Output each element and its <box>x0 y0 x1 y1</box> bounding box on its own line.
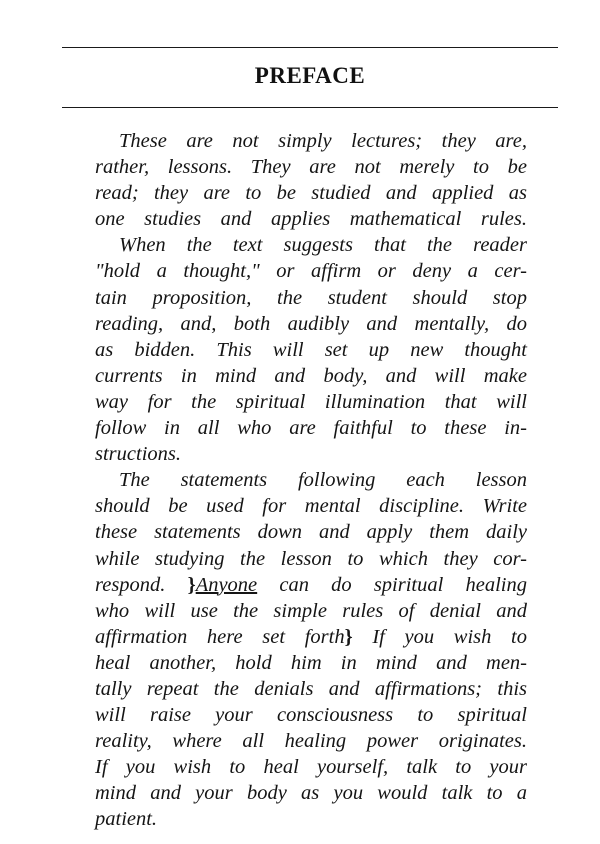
paragraph-3-marked-line-close <box>95 624 527 650</box>
paragraph-3-line: tally repeat the denials and affirmations; this <box>95 677 527 700</box>
paragraph-2-line: follow in all who are faithful to these in- <box>95 417 527 440</box>
paragraph-3-line: heal another, hold him in mind and men- <box>95 651 527 674</box>
paragraph-1-line: read; they are to be studied and applied as <box>95 182 527 205</box>
marked-line-before: affirmation here set forth <box>95 625 345 648</box>
paragraph-3-line: who will use the simple rules of denial and <box>95 599 527 622</box>
paragraph-2-line: currents in mind and body, and will make <box>95 364 527 387</box>
paragraph-3-line: while studying the lesson to which they cor- <box>95 547 527 570</box>
preface-body <box>95 128 527 833</box>
paragraph-1-line: These are not simply lectures; they are, <box>119 130 527 152</box>
paragraph-2-line: structions. <box>95 443 181 466</box>
paragraph-1-line: rather, lessons. They are not merely to be <box>95 156 527 179</box>
underlined-word: Anyone <box>195 573 258 596</box>
open-bracket-mark: } <box>187 573 196 596</box>
paragraph-3-line: these statements down and apply them daily <box>95 521 527 544</box>
top-rule <box>62 47 558 48</box>
marked-line-after: can do spiritual healing <box>257 573 527 596</box>
paragraph-3-line: The statements following each lesson <box>119 469 527 492</box>
paragraph-3-line: If you wish to heal yourself, talk to your <box>95 756 527 779</box>
paragraph-1-line: one studies and applies mathematical rules. <box>95 208 527 231</box>
page-heading: PREFACE <box>254 63 366 88</box>
paragraph-2-line: "hold a thought," or affirm or deny a cer- <box>95 260 527 283</box>
close-bracket-mark: } <box>344 625 353 648</box>
paragraph-3-line: will raise your consciousness to spiritual <box>95 704 527 727</box>
paragraph-3-line: reality, where all healing power originates. <box>95 730 527 753</box>
marked-line-after: If you wish to <box>352 625 527 648</box>
paragraph-2-line: reading, and, both audibly and mentally, do <box>95 312 527 335</box>
marked-line-before: respond. <box>95 573 188 596</box>
paragraph-2-line: way for the spiritual illumination that will <box>95 390 527 413</box>
paragraph-2-line: tain proposition, the student should stop <box>95 286 527 309</box>
paragraph-3-line: mind and your body as you would talk to a <box>95 782 527 805</box>
paragraph-2-line: as bidden. This will set up new thought <box>95 338 527 361</box>
heading-underline-rule <box>62 107 558 108</box>
paragraph-2-line: When the text suggests that the reader <box>119 234 527 257</box>
paragraph-3-line: should be used for mental discipline. Write <box>95 495 527 518</box>
paragraph-3-marked-line-open <box>95 572 527 598</box>
paragraph-3-line: patient. <box>95 808 158 831</box>
